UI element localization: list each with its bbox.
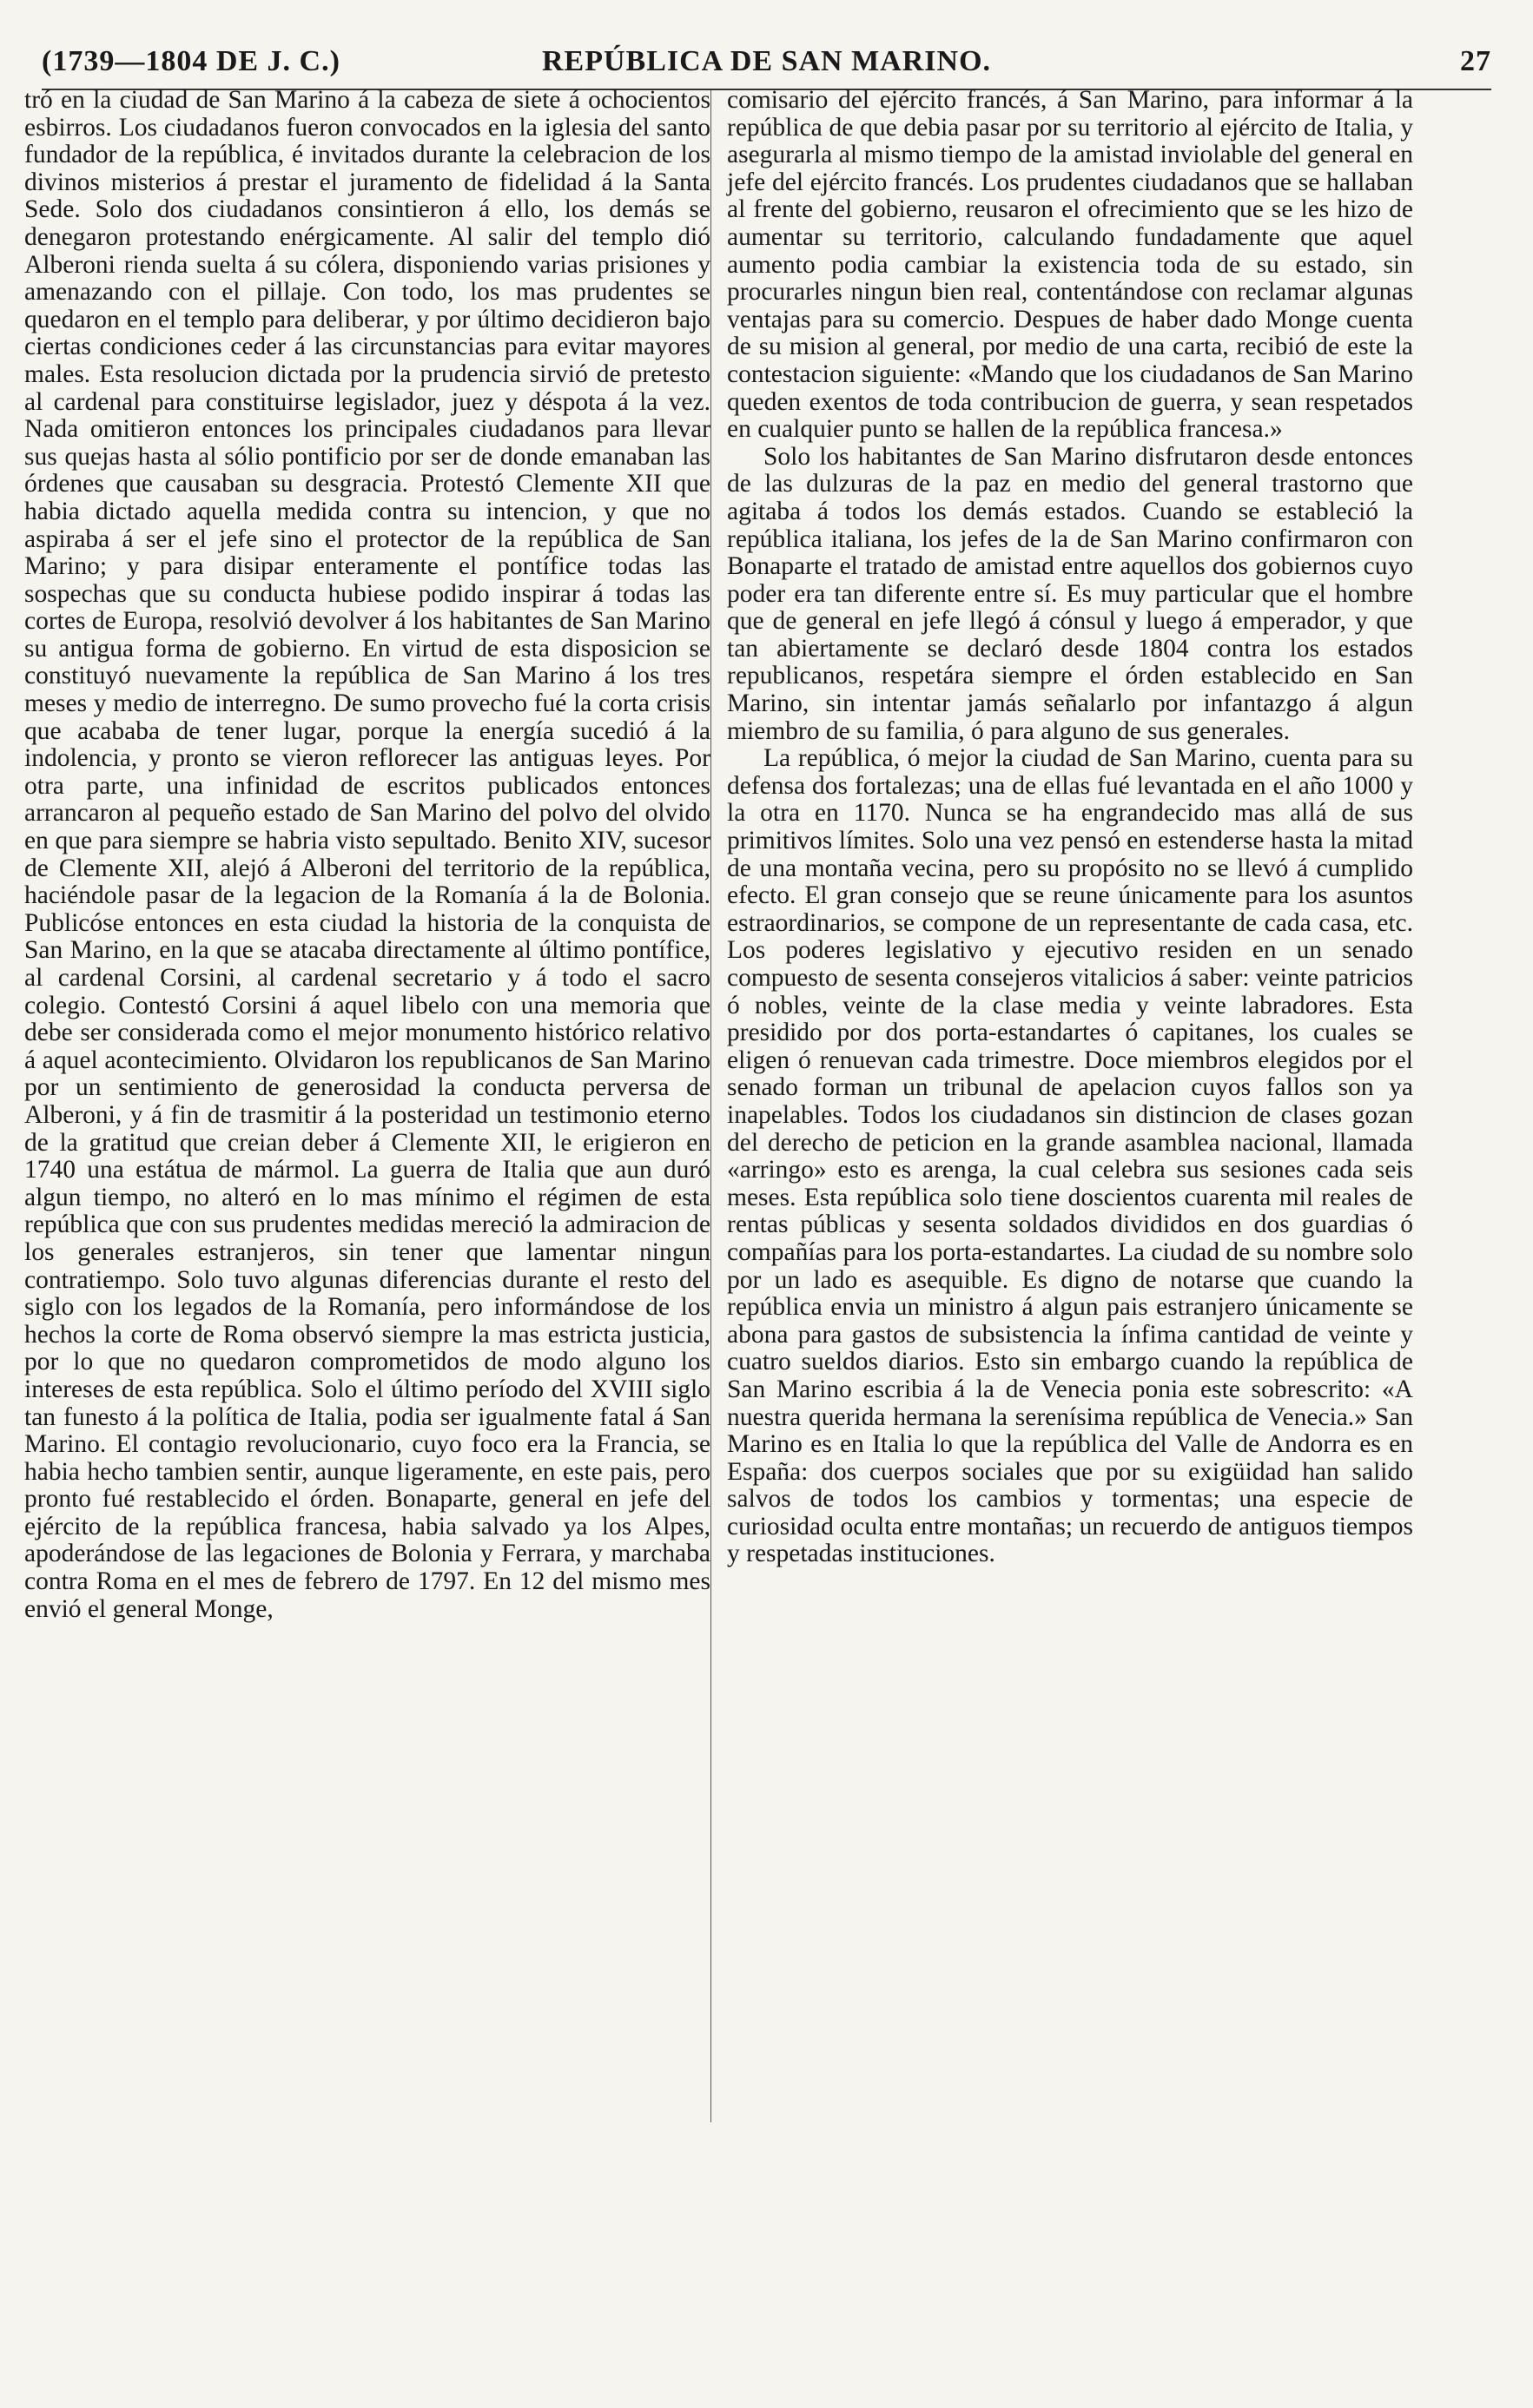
page-number: 27 bbox=[1460, 45, 1491, 77]
right-paragraph-1: comisario del ejército francés, á San Marino, para informar á la república de que debia pasar por su territorio al ejército de Italia, y asegurarla al mismo tiempo de la amistad inviolable del general en jefe del ejército francés. Los prudentes ciudadanos que se hallaban al frente del gobierno, reusaron el ofrecimiento que se les hizo de aumentar su territorio, calculando fundadamente que aquel aumento podia cambiar la existencia toda de su estado, sin procurarles ningun bien real, contentándose con reclamar algunas ventajas para su comercio. Despues de haber dado Monge cuenta de su mision al general, por medio de una carta, recibió de este la contestacion siguiente: «Mando que los ciudadanos de San Marino queden exentos de toda contribucion de guerra, y sean respetados en cualquier punto se hallen de la república francesa.» bbox=[727, 86, 1413, 444]
right-paragraph-2: Solo los habitantes de San Marino disfrutaron desde entonces de las dulzuras de la paz en medio del general trastorno que agitaba á todos los demás estados. Cuando se estableció la república italiana, los jefes de la de San Marino confirmaron con Bonaparte el tratado de amistad entre aquellos dos gobiernos cuyo poder era tan diferente entre sí. Es muy particular que el hombre que de general en jefe llegó á cónsul y luego á emperador, y que tan abiertamente se declaró desde 1804 contra los estados republicanos, respetára siempre el órden establecido en San Marino, sin intentar jamás señalarlo por infantazgo á algun miembro de su familia, ó para alguno de sus generales. bbox=[727, 442, 1413, 745]
header-title: REPÚBLICA DE SAN MARINO. bbox=[541, 45, 992, 77]
running-header bbox=[42, 45, 1491, 89]
header-date-range: (1739—1804 DE J. C.) bbox=[42, 45, 340, 77]
left-column bbox=[24, 87, 710, 1623]
right-paragraph-3: La república, ó mejor la ciudad de San Marino, cuenta para su defensa dos fortalezas; una de ellas fué levantada en el año 1000 y la otra en 1170. Nunca se ha engrandecido mas allá de sus primitivos límites. Solo una vez pensó en estenderse hasta la mitad de una montaña vecina, pero su propósito no se llevó á cumplido efecto. El gran consejo que se reune únicamente para los asuntos estraordinarios, se compone de un representante de cada casa, etc. Los poderes legislativo y ejecutivo residen en un senado compuesto de sesenta consejeros vitalicios á saber: veinte patricios ó nobles, veinte de la clase media y veinte labradores. Esta presidido por dos porta-estandartes ó capitanes, los cuales se eligen ó renuevan cada trimestre. Doce miembros elegidos por el senado forman un tribunal de apelacion cuyos fallos son ya inapelables. Todos los ciudadanos sin distincion de clases gozan del derecho de peticion en la grande asamblea nacional, llamada «arringo» esto es arenga, la cual celebra sus sesiones cada seis meses. Esta república solo tiene doscientos cuarenta mil reales de rentas públicas y sesenta soldados divididos en dos guardias ó compañías para los porta-estandartes. La ciudad de su nombre solo por un lado es asequible. Es digno de notarse que cuando la república envia un ministro á algun pais estranjero únicamente se abona para gastos de subsistencia la ínfima cantidad de veinte y cuatro sueldos diarios. Esto sin embargo cuando la república de San Marino escribia á la de Venecia ponia este sobrescrito: «A nuestra querida hermana la serenísima república de Venecia.» San Marino es en Italia lo que la república del Valle de Andorra es en España: dos cuerpos sociales que por su exigüidad han salido salvos de todos los cambios y tormentas; una especie de curiosidad oculta entre montañas; un recuerdo de antiguos tiempos y respetadas instituciones. bbox=[727, 744, 1413, 1568]
column-divider bbox=[710, 90, 711, 2122]
right-column bbox=[727, 87, 1413, 1568]
left-paragraph-1: tró en la ciudad de San Marino á la cabeza de siete á ochocientos esbirros. Los ciudadanos fueron convocados en la iglesia del santo fundador de la república, é invitados durante la celebracion de los divinos misterios á prestar el juramento de fidelidad á la Santa Sede. Solo dos ciudadanos consintieron á ello, los demás se denegaron protestando enérgicamente. Al salir del templo dió Alberoni rienda suelta á su cólera, disponiendo varias prisiones y amenazando con el pillaje. Con todo, los mas prudentes se quedaron en el templo para deliberar, y por último decidieron bajo ciertas condiciones ceder á las circunstancias para evitar mayores males. Esta resolucion dictada por la prudencia sirvió de pretesto al cardenal para constituirse legislador, juez y déspota á la vez. Nada omitieron entonces los principales ciudadanos para llevar sus quejas hasta al sólio pontificio por ser de donde emanaban las órdenes que causaban su desgracia. Protestó Clemente XII que habia dictado aquella medida contra su intencion, y que no aspiraba á ser el jefe sino el protector de la república de San Marino; y para disipar enteramente el pontífice todas las sospechas que su conducta hubiese podido inspirar á todas las cortes de Europa, resolvió devolver á los habitantes de San Marino su antigua forma de gobierno. En virtud de esta disposicion se constituyó nuevamente la república de San Marino á los tres meses y medio de interregno. De sumo provecho fué la corta crisis que acababa de tener lugar, porque la energía sucedió á la indolencia, y pronto se vieron reflorecer las antiguas leyes. Por otra parte, una infinidad de escritos publicados entonces arrancaron al pequeño estado de San Marino del polvo del olvido en que para siempre se habria visto sepultado. Benito XIV, sucesor de Clemente XII, alejó á Alberoni del territorio de la república, haciéndole pasar de la legacion de la Romanía á la de Bolonia. Publicóse entonces en esta ciudad la historia de la conquista de San Marino, en la que se atacaba directamente al último pontífice, al cardenal Corsini, al cardenal secretario y á todo el sacro colegio. Contestó Corsini á aquel libelo con una memoria que debe ser considerada como el mejor monumento histórico relativo á aquel acontecimiento. Olvidaron los republicanos de San Marino por un sentimiento de generosidad la conducta perversa de Alberoni, y á fin de trasmitir á la posteridad un testimonio eterno de la gratitud que creian deber á Clemente XII, le erigieron en 1740 una estátua de mármol. La guerra de Italia que aun duró algun tiempo, no alteró en lo mas mínimo el régimen de esta república que con sus prudentes medidas mereció la admiracion de los generales estranjeros, sin tener que lamentar ningun contratiempo. Solo tuvo algunas diferencias durante el resto del siglo con los legados de la Romanía, pero informándose de los hechos la corte de Roma observó siempre la mas estricta justicia, por lo que no quedaron comprometidos de modo alguno los intereses de esta república. Solo el último período del XVIII siglo tan funesto á la política de Italia, podia ser igualmente fatal á San Marino. El contagio revolucionario, cuyo foco era la Francia, se habia hecho tambien sentir, aunque ligeramente, en este pais, pero pronto fué restablecido el órden. Bonaparte, general en jefe del ejército de la república francesa, habia salvado ya los Alpes, apoderándose de las legaciones de Bolonia y Ferrara, y marchaba contra Roma en el mes de febrero de 1797. En 12 del mismo mes envió el general Monge, bbox=[24, 86, 710, 1623]
